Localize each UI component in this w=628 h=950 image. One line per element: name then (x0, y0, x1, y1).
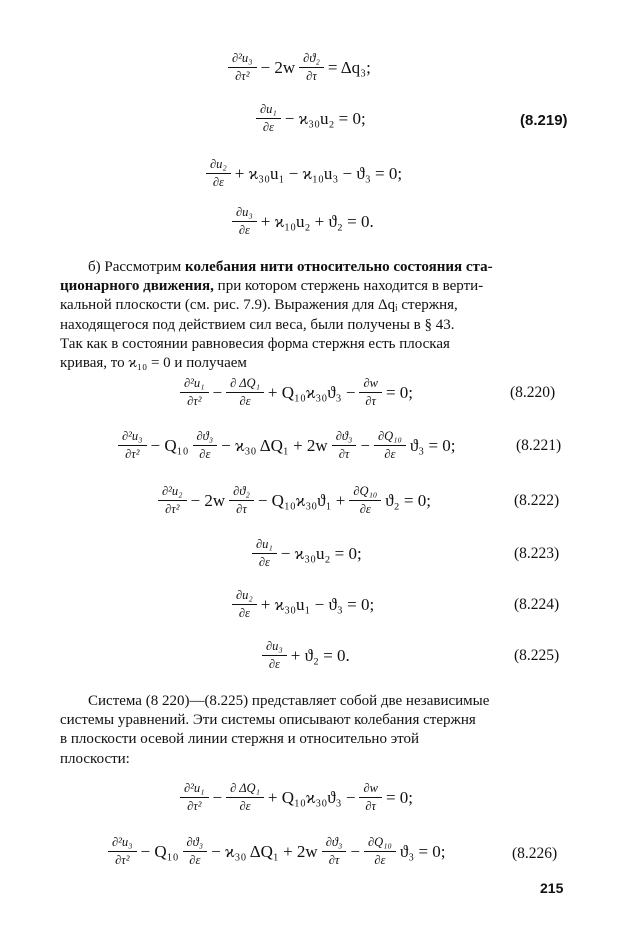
fraction: $\frac{\text{∂²u₃}}{\text{∂τ²}}$ (230, 52, 255, 82)
page-number: 215 (540, 880, 564, 896)
fraction: $\frac{\text{∂²u₃}}{\text{∂τ²}}$ (120, 430, 145, 460)
equation-number-8219: (8.219) (520, 112, 568, 129)
fraction: $\frac{\text{∂u₃}}{\partial\varepsilon}$ (234, 206, 255, 236)
equation-number-8220: (8.220) (510, 384, 556, 401)
equation-number-8223: (8.223) (514, 545, 560, 562)
fraction: $\frac{\text{∂²u₂}}{\text{∂τ²}}$ (160, 485, 185, 515)
fraction: $\frac{\text{∂Q₁₀}}{\partial\varepsilon}$ (376, 430, 404, 460)
fraction: $\frac{\text{∂Q₁₀}}{\partial\varepsilon}$ (351, 485, 379, 515)
equation-number-8222: (8.222) (514, 492, 560, 509)
paragraph-system: Система (8 220)—(8.225) представляет собой две независимые системы уравнений. Эти системы описывают колебания стержня в плоскости осевой линии стержня и относительно этой плоскости: (60, 693, 490, 767)
equation-8219-line2: $\frac{\text{∂u₁}}{\partial\varepsilon}$ − ϰ₃₀u₂ = 0; (256, 103, 370, 133)
equation-8220: $\frac{\text{∂²u₁}}{\text{∂τ²}}$ − $\frac{\text{∂ ΔQ₁}}{\partial\varepsilon}$ + Q₁₀ϰ₃₀ϑ₃ − $\frac{\partial w}{\partial\tau}$ = 0; (180, 377, 417, 407)
equation-number-8225: (8.225) (514, 647, 560, 664)
paragraph-intro: б) Рассмотрим колебания нити относительно состояния ста- ционарного движения, при котором стержень находится в верти- кальной плоскости (см. рис. 7.9). Выражения для Δqᵢ стержня, находящегося под действием сил веса, были получены в § 43. Так как в состоянии равновесия форма стержня есть плоская кривая, то ϰ₁₀ = 0 и получаем (60, 259, 493, 372)
fraction: $\frac{\text{∂ϑ₃}}{\partial\varepsilon}$ (195, 430, 216, 460)
fraction: $\frac{\partial w}{\partial\tau}$ (361, 782, 380, 812)
equation-8226-line2: $\frac{\text{∂²u₃}}{\text{∂τ²}}$ − Q₁₀ $\frac{\text{∂ϑ₃}}{\partial\varepsilon}$ − ϰ₃₀ ΔQ₁ + 2w $\frac{\text{∂ϑ₃}}{\partial\tau}$ − $\frac{\text{∂Q₁₀}}{\partial\varepsilon}$ ϑ₃ = 0; (108, 836, 450, 866)
equation-8224: $\frac{\text{∂u₂}}{\partial\varepsilon}$ + ϰ₃₀u₁ − ϑ₃ = 0; (232, 589, 378, 619)
fraction: $\frac{\text{∂ ΔQ₁}}{\partial\varepsilon}$ (228, 377, 262, 407)
fraction: $\frac{\text{∂ϑ₃}}{\partial\varepsilon}$ (185, 836, 206, 866)
fraction: $\frac{\text{∂u₁}}{\partial\varepsilon}$ (258, 103, 279, 133)
fraction: $\frac{\text{∂ϑ₂}}{\partial\tau}$ (301, 52, 322, 82)
equation-8221: $\frac{\text{∂²u₃}}{\text{∂τ²}}$ − Q₁₀ $\frac{\text{∂ϑ₃}}{\partial\varepsilon}$ − ϰ₃₀ ΔQ₁ + 2w $\frac{\text{∂ϑ₃}}{\partial\tau}$ − $\frac{\text{∂Q₁₀}}{\partial\varepsilon}$ ϑ₃ = 0; (118, 430, 460, 460)
fraction: $\frac{\text{∂²u₁}}{\text{∂τ²}}$ (182, 377, 207, 407)
fraction: $\frac{\text{∂u₂}}{\partial\varepsilon}$ (234, 589, 255, 619)
fraction: $\frac{\text{∂u₁}}{\partial\varepsilon}$ (254, 538, 275, 568)
fraction: $\frac{\text{∂ϑ₂}}{\partial\tau}$ (231, 485, 252, 515)
fraction: $\frac{\text{∂ϑ₃}}{\partial\tau}$ (324, 836, 345, 866)
equation-8219-line1: $\frac{\text{∂²u₃}}{\text{∂τ²}}$ − 2w $\frac{\text{∂ϑ₂}}{\partial\tau}$ = Δq₃; (228, 52, 375, 82)
equation-8225: $\frac{\text{∂u₃}}{\partial\varepsilon}$ + ϑ₂ = 0. (262, 640, 354, 670)
equation-8222: $\frac{\text{∂²u₂}}{\text{∂τ²}}$ − 2w $\frac{\text{∂ϑ₂}}{\partial\tau}$ − Q₁₀ϰ₃₀ϑ₁ + $\frac{\text{∂Q₁₀}}{\partial\varepsilon}$ ϑ₂ = 0; (158, 485, 435, 515)
equation-number-8224: (8.224) (514, 596, 560, 613)
equation-number-8221: (8.221) (516, 437, 562, 454)
fraction: $\frac{\text{∂ ΔQ₁}}{\partial\varepsilon}$ (228, 782, 262, 812)
fraction: $\frac{\text{∂²u₁}}{\text{∂τ²}}$ (182, 782, 207, 812)
fraction: $\frac{\text{∂ϑ₃}}{\partial\tau}$ (334, 430, 355, 460)
fraction: $\frac{\text{∂u₃}}{\partial\varepsilon}$ (264, 640, 285, 670)
equation-8223: $\frac{\text{∂u₁}}{\partial\varepsilon}$ − ϰ₃₀u₂ = 0; (252, 538, 366, 568)
equation-number-8226: (8.226) (512, 845, 558, 862)
fraction: $\frac{\text{∂Q₁₀}}{\partial\varepsilon}$ (366, 836, 394, 866)
fraction: $\frac{\text{∂u₂}}{\partial\varepsilon}$ (208, 158, 229, 188)
fraction: $\frac{\text{∂²u₃}}{\text{∂τ²}}$ (110, 836, 135, 866)
fraction: $\frac{\partial w}{\partial\tau}$ (361, 377, 380, 407)
equation-8226-line1: $\frac{\text{∂²u₁}}{\text{∂τ²}}$ − $\frac{\text{∂ ΔQ₁}}{\partial\varepsilon}$ + Q₁₀ϰ₃₀ϑ₃ − $\frac{\partial w}{\partial\tau}$ = 0; (180, 782, 417, 812)
equation-8219-line3: $\frac{\text{∂u₂}}{\partial\varepsilon}$ + ϰ₃₀u₁ − ϰ₁₀u₃ − ϑ₃ = 0; (206, 158, 406, 188)
equation-8219-line4: $\frac{\text{∂u₃}}{\partial\varepsilon}$ + ϰ₁₀u₂ + ϑ₂ = 0. (232, 206, 378, 236)
